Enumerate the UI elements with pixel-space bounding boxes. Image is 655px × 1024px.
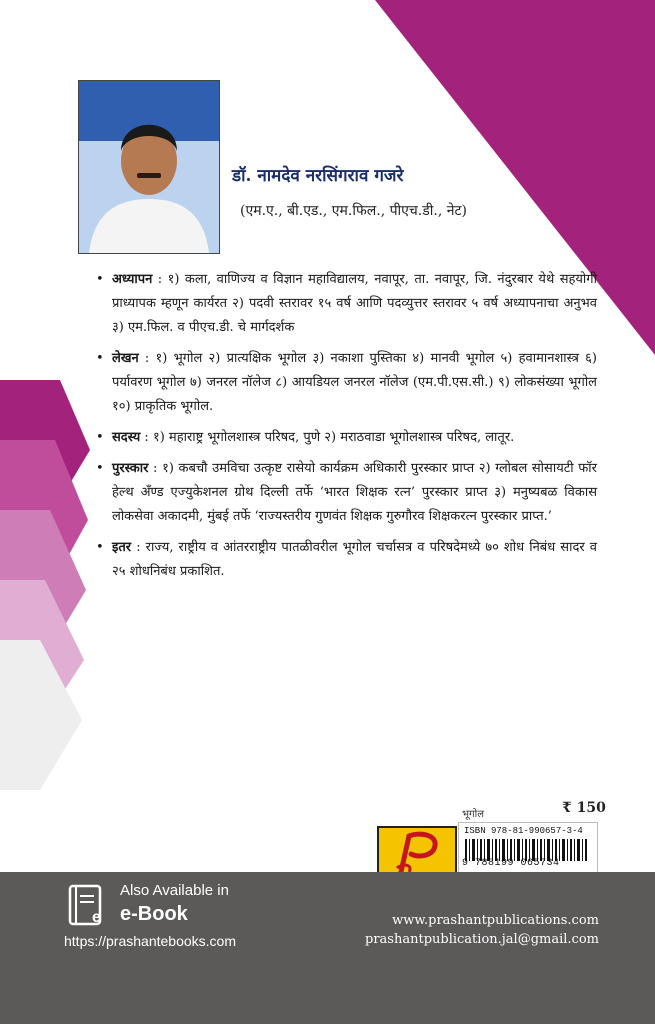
bullet-icon: • xyxy=(96,540,104,555)
bio-text: १) कबचौ उमविचा उत्कृष्ट रासेयो कार्यक्रम अधिकारी पुरस्कार प्राप्त २) ग्लोबल सोसायटी फॉर हेल्थ अँण्ड एज्युकेशनल ग्रोथ दिल्ली तर्फे ‘भारत शिक्षक रत्न’ पुरस्कार प्राप्त ३) मनुष्यबळ विकास लोकसेवा अकादमी, मुंबई तर्फे ‘राज्यस्तरीय गुणवंत शिक्षक गुरुगौरव शिक्षकरत्न पुरस्कार प्राप्त.’ xyxy=(112,461,597,524)
author-portrait-icon xyxy=(79,81,219,253)
bio-label: अध्यापन xyxy=(112,272,153,287)
bio-text: राज्य, राष्ट्रीय व आंतरराष्ट्रीय पातळीवरील भूगोल चर्चासत्र व परिषदेमध्ये ७० शोध निबंध सादर व २५ शोधनिबंध प्रकाशित. xyxy=(112,540,597,579)
bio-item-membership: • सदस्य : १) महाराष्ट्र भूगोलशास्त्र परिषद, पुणे २) मराठवाडा भूगोलशास्त्र परिषद, लातूर. xyxy=(112,426,597,450)
bio-label: लेखन xyxy=(112,351,139,366)
bio-text: १) महाराष्ट्र भूगोलशास्त्र परिषद, पुणे २) मराठवाडा भूगोलशास्त्र परिषद, लातूर. xyxy=(152,430,515,445)
bio-item-other: • इतर : राज्य, राष्ट्रीय व आंतरराष्ट्रीय पातळीवरील भूगोल चर्चासत्र व परिषदेमध्ये ७० शोध निबंध सादर व २५ शोधनिबंध प्रकाशित. xyxy=(112,536,597,584)
bullet-icon: • xyxy=(96,272,104,287)
author-qualifications: (एम.ए., बी.एड., एम.फिल., पीएच.डी., नेट) xyxy=(240,203,468,219)
publisher-website-link[interactable]: www.prashantpublications.com xyxy=(392,913,599,928)
bio-text: १) भूगोल २) प्रात्यक्षिक भूगोल ३) नकाशा पुस्तिका ४) मानवी भूगोल ५) हवामानशास्त्र ६) पर्यावरण भूगोल ७) जनरल नॉलेज ८) आयडियल जनरल नॉलेज (एम.पी.एस.सी.) ९) लोकसंख्या भूगोल १०) प्राकृतिक भूगोल. xyxy=(112,351,597,414)
ebook-icon xyxy=(64,882,110,928)
bio-label: इतर xyxy=(112,540,132,555)
bio-item-writing: • लेखन : १) भूगोल २) प्रात्यक्षिक भूगोल ३) नकाशा पुस्तिका ४) मानवी भूगोल ५) हवामानशास्त्र ६) पर्यावरण भूगोल ७) जनरल नॉलेज ८) आयडियल जनरल नॉलेज (एम.पी.एस.सी.) ९) लोकसंख्या भूगोल १०) प्राकृतिक भूगोल. xyxy=(112,347,597,419)
isbn: ISBN 978-81-990657-3-4 xyxy=(464,826,583,836)
barcode-digits: 9 788199 065734 xyxy=(462,858,560,869)
bullet-icon: • xyxy=(96,461,104,476)
ebook-url-link[interactable]: https://prashantebooks.com xyxy=(64,933,236,949)
bio-section xyxy=(96,268,597,591)
prashant-p-logo-icon xyxy=(379,828,455,878)
bio-label: पुरस्कार xyxy=(112,461,149,476)
bullet-icon: • xyxy=(96,430,104,445)
publisher-email-link[interactable]: prashantpublication.jal@gmail.com xyxy=(365,932,599,947)
author-photo xyxy=(78,80,220,254)
bio-text: १) कला, वाणिज्य व विज्ञान महाविद्यालय, नवापूर, ता. नवापूर, जि. नंदुरबार येथे सहयोगी प्राध्यापक म्हणून कार्यरत २) पदवी स्तरावर १५ वर्ष आणि पदव्युत्तर स्तरावर ५ वर्ष अध्यापनाचा अनुभव ३) एम.फिल. व पीएच.डी. चे मार्गदर्शक xyxy=(112,272,597,335)
price: ₹ 150 xyxy=(562,800,606,816)
svg-text:e: e xyxy=(92,909,101,926)
bullet-icon: • xyxy=(96,351,104,366)
bio-label: सदस्य xyxy=(112,430,141,445)
author-name: डॉ. नामदेव नरसिंगराव गजरे xyxy=(232,166,404,186)
ebook-title: e-Book xyxy=(120,903,188,925)
ebook-available-text: Also Available in xyxy=(120,882,229,899)
bio-item-awards: • पुरस्कार : १) कबचौ उमविचा उत्कृष्ट रासेयो कार्यक्रम अधिकारी पुरस्कार प्राप्त २) ग्लोबल सोसायटी फॉर हेल्थ अँण्ड एज्युकेशनल ग्रोथ दिल्ली तर्फे ‘भारत शिक्षक रत्न’ पुरस्कार प्राप्त ३) मनुष्यबळ विकास लोकसेवा अकादमी, मुंबई तर्फे ‘राज्यस्तरीय गुणवंत शिक्षक गुरुगौरव शिक्षकरत्न पुरस्कार प्राप्त.’ xyxy=(112,457,597,529)
subject-label: भूगोल xyxy=(462,809,485,820)
bio-item-teaching: • अध्यापन : १) कला, वाणिज्य व विज्ञान महाविद्यालय, नवापूर, ता. नवापूर, जि. नंदुरबार येथे सहयोगी प्राध्यापक म्हणून कार्यरत २) पदवी स्तरावर १५ वर्ष आणि पदव्युत्तर स्तरावर ५ वर्ष अध्यापनाचा अनुभव ३) एम.फिल. व पीएच.डी. चे मार्गदर्शक xyxy=(112,268,597,340)
